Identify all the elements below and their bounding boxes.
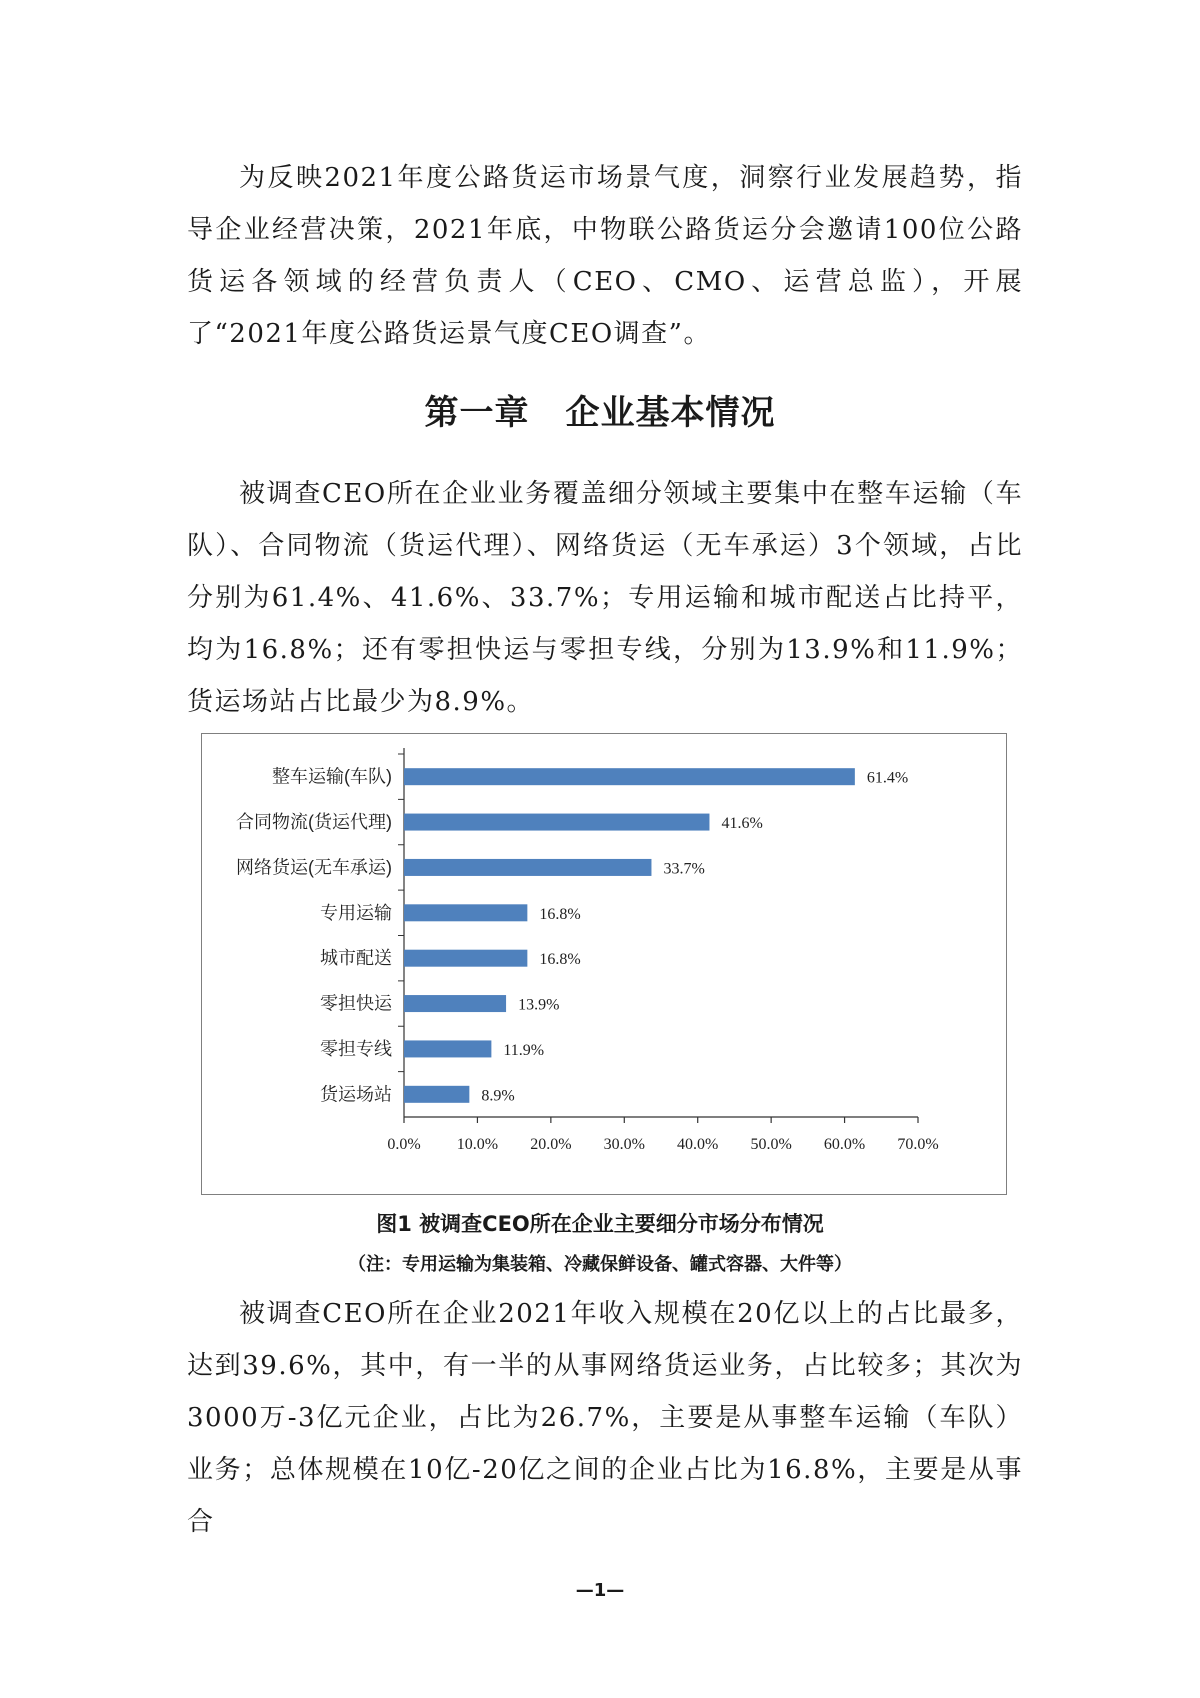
value-label: 61.4% — [866, 769, 909, 787]
revenue-paragraph: 被调查CEO所在企业2021年收入规模在20亿以上的占比最多，达到39.6%，其中，有一半的从事网络货运业务，占比较多；其次为3000万-3亿元企业，占比为26.7%，主要是从事整车运输（车队）业务；总体规模在10亿-20亿之间的企业占比为16.8%，主要是从事合 — [187, 1299, 1023, 1537]
page-number: —1— — [575, 1580, 625, 1601]
category-label: 整车运输(车队) — [272, 766, 392, 787]
bar — [404, 904, 527, 921]
value-label: 13.9% — [518, 996, 560, 1014]
x-tick-label: 70.0% — [897, 1136, 939, 1153]
value-label: 8.9% — [481, 1087, 515, 1105]
category-label: 专用运输 — [320, 902, 392, 923]
chapter-number: 第一章 — [424, 393, 530, 433]
bar — [404, 814, 709, 831]
x-tick-label: 40.0% — [677, 1136, 719, 1153]
chart-canvas — [202, 734, 1008, 1196]
figure-caption: 图1 被调查CEO所在企业主要细分市场分布情况 — [376, 1212, 824, 1236]
segment-bar-chart — [201, 733, 1007, 1195]
bar — [404, 1040, 491, 1057]
x-tick-label: 10.0% — [456, 1136, 499, 1153]
x-tick-label: 30.0% — [603, 1136, 645, 1153]
x-tick-label: 20.0% — [530, 1136, 572, 1153]
value-label: 33.7% — [663, 860, 705, 878]
bar — [404, 950, 527, 967]
category-label: 货运场站 — [320, 1084, 392, 1105]
chapter-heading — [0, 385, 1200, 434]
category-label: 零担专线 — [320, 1038, 392, 1059]
x-tick-label: 50.0% — [750, 1136, 792, 1153]
category-label: 网络货运(无车承运) — [236, 857, 392, 878]
x-tick-label: 0.0% — [387, 1136, 421, 1153]
category-label: 合同物流(货运代理) — [236, 812, 392, 833]
value-label: 16.8% — [539, 905, 581, 923]
category-label: 城市配送 — [320, 948, 392, 969]
value-label: 11.9% — [503, 1041, 545, 1059]
segments-paragraph: 被调查CEO所在企业业务覆盖细分领域主要集中在整车运输（车队）、合同物流（货运代理）、网络货运（无车承运）3个领域，占比分别为61.4%、41.6%、33.7%；专用运输和城市配送占比持平，均为16.8%；还有零担快运与零担专线，分别为13.9%和11.9%；货运场站占比最少为8.9%。 — [187, 479, 1023, 717]
value-label: 16.8% — [539, 951, 581, 969]
bar — [404, 1086, 469, 1103]
chapter-title: 企业基本情况 — [565, 393, 776, 433]
intro-paragraph: 为反映2021年度公路货运市场景气度，洞察行业发展趋势，指导企业经营决策，2021年底，中物联公路货运分会邀请100位公路货运各领域的经营负责人（CEO、CMO、运营总监），开展了“2021年度公路货运景气度CEO调查”。 — [187, 163, 1023, 349]
figure-note: （注：专用运输为集装箱、冷藏保鲜设备、罐式容器、大件等） — [348, 1254, 852, 1275]
x-tick-label: 60.0% — [823, 1136, 866, 1153]
bar — [404, 995, 506, 1012]
bar — [404, 859, 651, 876]
bar — [404, 768, 855, 785]
value-label: 41.6% — [721, 815, 763, 833]
category-label: 零担快运 — [320, 993, 392, 1014]
